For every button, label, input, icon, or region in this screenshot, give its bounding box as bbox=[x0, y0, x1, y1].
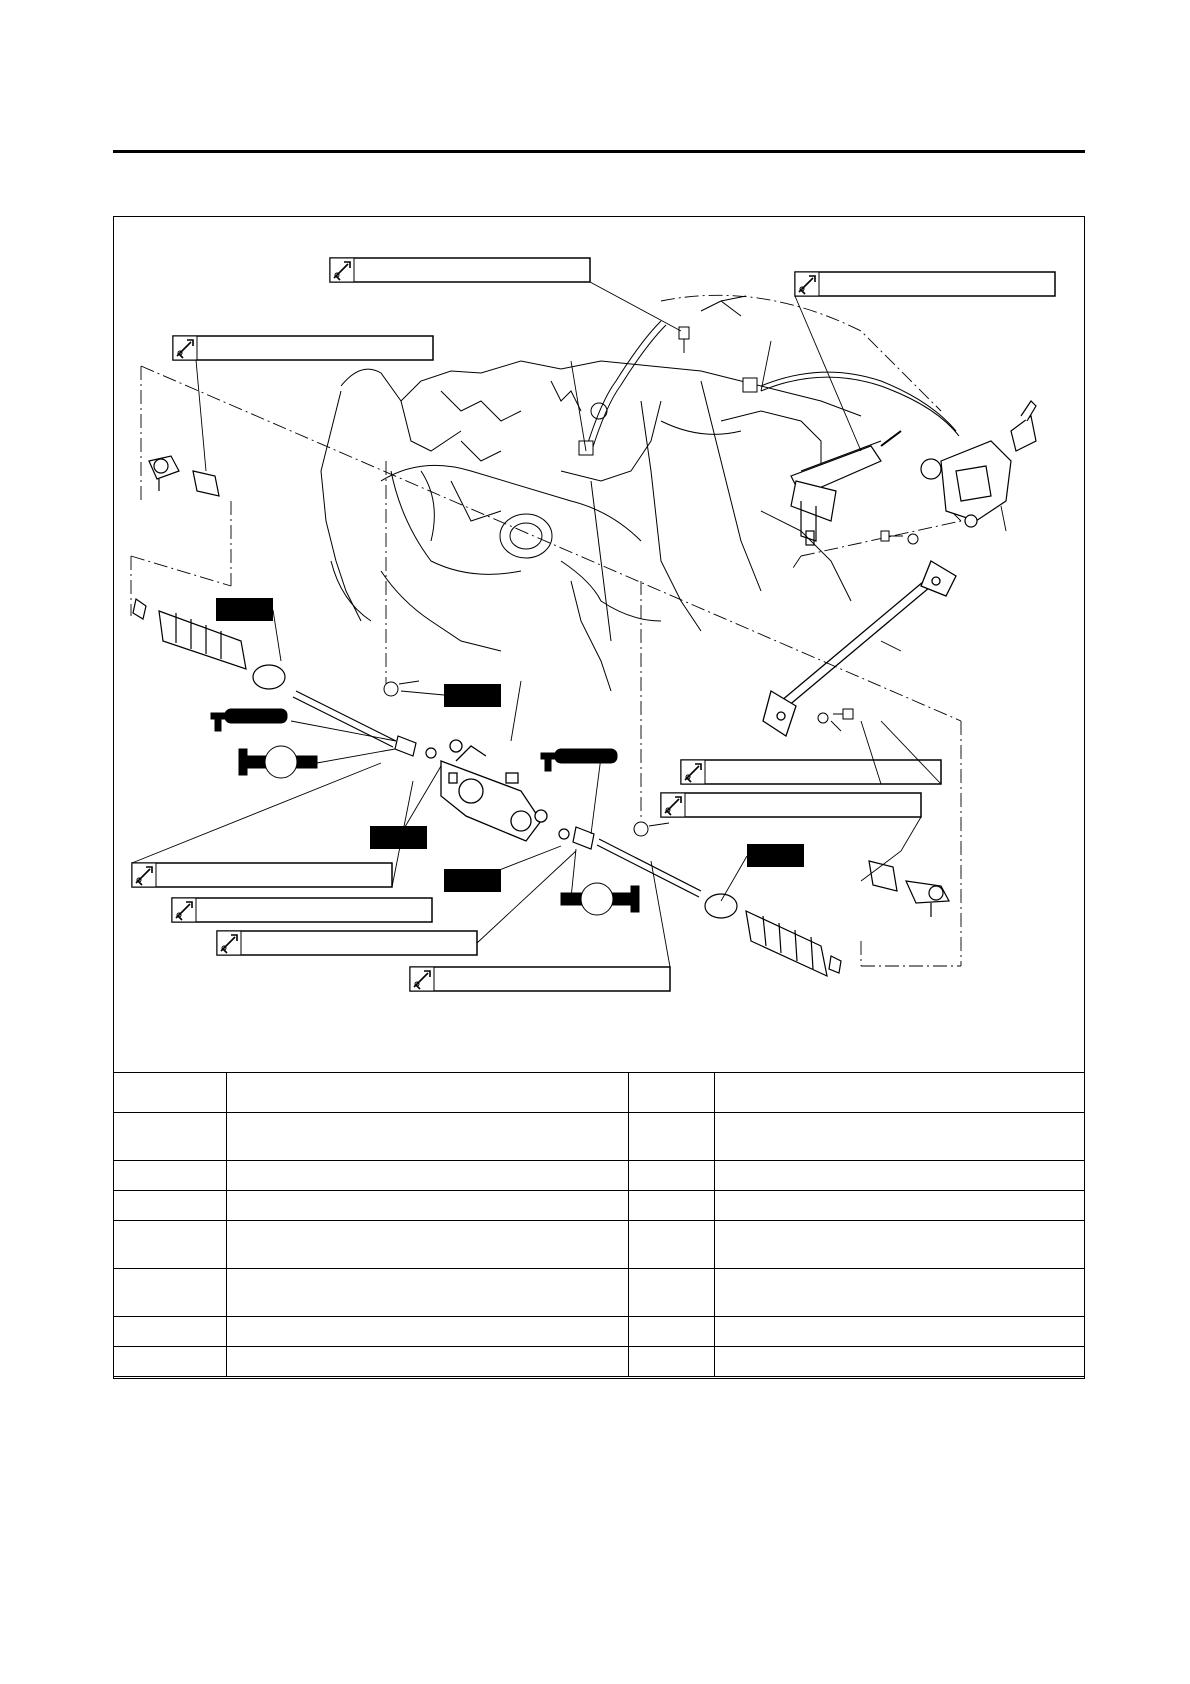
wiring-harness bbox=[579, 296, 959, 455]
table-cell bbox=[628, 1113, 714, 1161]
lubricant-tool-icon-1 bbox=[239, 746, 317, 778]
table-cell bbox=[113, 1269, 227, 1317]
steering-rack-housing bbox=[441, 740, 547, 841]
eps-unit bbox=[921, 401, 1036, 527]
table-row bbox=[113, 1113, 1084, 1161]
table-cell bbox=[714, 1073, 1084, 1113]
table-cell bbox=[227, 1073, 629, 1113]
table-cell bbox=[628, 1161, 714, 1191]
lubricant-tool-icon-2 bbox=[561, 883, 639, 915]
table-row bbox=[113, 1073, 1084, 1113]
diagram-frame bbox=[113, 216, 1085, 1379]
table-cell bbox=[227, 1161, 629, 1191]
table-cell bbox=[714, 1317, 1084, 1347]
left-inner-tie-rod bbox=[293, 691, 436, 758]
table-cell bbox=[113, 1221, 227, 1269]
right-rack-boot bbox=[705, 894, 841, 976]
steering-shaft bbox=[763, 561, 956, 736]
right-inner-tie-rod bbox=[559, 827, 701, 897]
parts-table bbox=[113, 1072, 1085, 1377]
table-row bbox=[113, 1347, 1084, 1377]
table-cell bbox=[227, 1221, 629, 1269]
table-row bbox=[113, 1317, 1084, 1347]
torque-callout-boxes bbox=[132, 258, 1055, 991]
table-cell bbox=[227, 1191, 629, 1221]
table-row bbox=[113, 1221, 1084, 1269]
new-part-badge bbox=[216, 598, 804, 892]
table-cell bbox=[113, 1073, 227, 1113]
table-cell bbox=[227, 1113, 629, 1161]
table-cell bbox=[714, 1221, 1084, 1269]
table-cell bbox=[714, 1347, 1084, 1377]
table-cell bbox=[714, 1161, 1084, 1191]
table-row bbox=[113, 1269, 1084, 1317]
grease-icon-2 bbox=[541, 749, 617, 771]
right-tie-rod-end bbox=[869, 861, 949, 917]
table-cell bbox=[714, 1269, 1084, 1317]
table-cell bbox=[628, 1269, 714, 1317]
table-cell bbox=[628, 1347, 714, 1377]
table-cell bbox=[628, 1317, 714, 1347]
table-cell bbox=[714, 1191, 1084, 1221]
table-cell bbox=[113, 1317, 227, 1347]
table-row bbox=[113, 1191, 1084, 1221]
grease-icon-1 bbox=[211, 709, 287, 731]
table-cell bbox=[113, 1113, 227, 1161]
table-cell bbox=[113, 1161, 227, 1191]
table-cell bbox=[227, 1269, 629, 1317]
table-cell bbox=[628, 1191, 714, 1221]
steering-column bbox=[791, 431, 901, 545]
table-cell bbox=[113, 1347, 227, 1377]
table-row bbox=[113, 1161, 1084, 1191]
table-cell bbox=[113, 1191, 227, 1221]
table-cell bbox=[628, 1073, 714, 1113]
table-cell bbox=[628, 1221, 714, 1269]
exploded-view-diagram bbox=[114, 217, 1083, 1072]
table-cell bbox=[714, 1113, 1084, 1161]
header-rule bbox=[113, 150, 1085, 153]
left-tie-rod-end bbox=[149, 456, 219, 496]
table-cell bbox=[227, 1347, 629, 1377]
table-cell bbox=[227, 1317, 629, 1347]
